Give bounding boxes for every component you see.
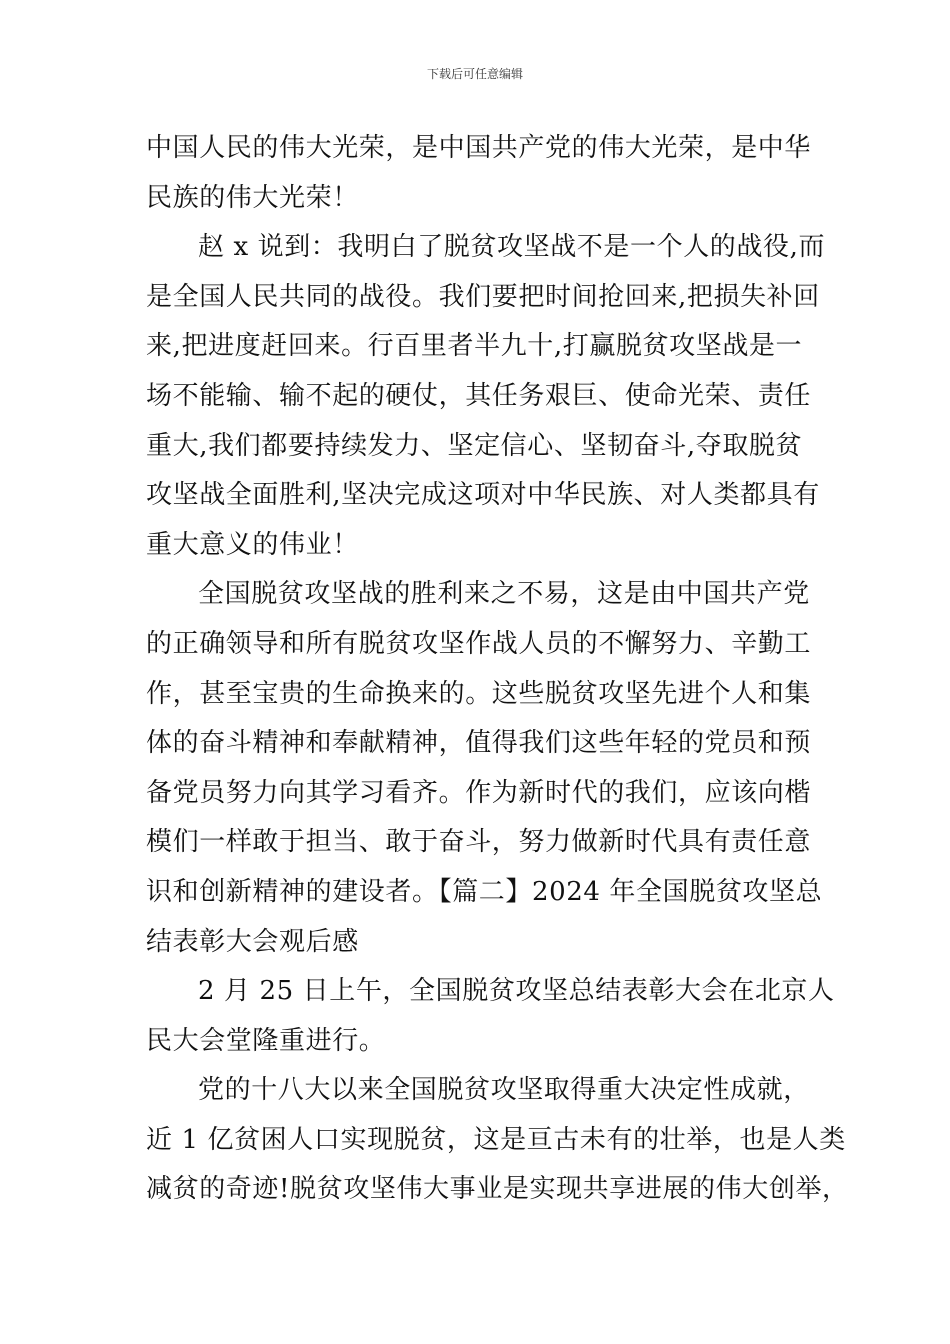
document-body — [146, 124, 849, 1215]
text-line: 作，甚至宝贵的生命换来的。这些脱贫攻坚先进个人和集 — [146, 678, 812, 709]
text-line: 民族的伟大光荣！ — [146, 182, 359, 213]
text-line: 模们一样敢于担当、敢于奋斗，努力做新时代具有责任意 — [146, 827, 812, 858]
paragraph-first-line: 全国脱贫攻坚战的胜利来之不易，这是由中国共产党 — [198, 579, 810, 610]
text-line: 是全国人民共同的战役。我们要把时间抢回来,把损失补回 — [146, 281, 820, 312]
text-line: 重大,我们都要持续发力、坚定信心、坚韧奋斗,夺取脱贫 — [146, 430, 803, 461]
text-line: 近 1 亿贫困人口实现脱贫，这是亘古未有的壮举，也是人类 — [146, 1124, 846, 1155]
text-line: 场不能输、输不起的硬仗，其任务艰巨、使命光荣、责任 — [146, 380, 812, 411]
text-line: 备党员努力向其学习看齐。作为新时代的我们，应该向楷 — [146, 777, 812, 808]
text-line: 民大会堂隆重进行。 — [146, 1025, 386, 1056]
text-line: 重大意义的伟业！ — [146, 529, 359, 560]
text-line: 中国人民的伟大光荣，是中国共产党的伟大光荣，是中华 — [146, 133, 812, 163]
text-line: 体的奋斗精神和奉献精神，值得我们这些年轻的党员和预 — [146, 728, 812, 759]
paragraph-first-line: 2 月 25 日上午，全国脱贫攻坚总结表彰大会在北京人 — [198, 976, 835, 1007]
text-line: 减贫的奇迹!脱贫攻坚伟大事业是实现共享进展的伟大创举， — [146, 1174, 849, 1205]
text-line: 来,把进度赶回来。行百里者半九十,打赢脱贫攻坚战是一 — [146, 331, 803, 362]
paragraph-first-line: 党的十八大以来全国脱贫攻坚取得重大决定性成就， — [198, 1075, 810, 1106]
text-line: 攻坚战全面胜利,坚决完成这项对中华民族、对人类都具有 — [146, 480, 820, 511]
page-header: 下载后可任意编辑 — [426, 67, 523, 81]
text-line: 识和创新精神的建设者。【篇二】2024 年全国脱贫攻坚总 — [146, 876, 823, 907]
paragraph-first-line: 赵 x 说到：我明白了脱贫攻坚战不是一个人的战役,而 — [198, 232, 826, 263]
text-line: 结表彰大会观后感 — [146, 926, 359, 957]
text-line: 的正确领导和所有脱贫攻坚作战人员的不懈努力、辛勤工 — [146, 628, 812, 659]
